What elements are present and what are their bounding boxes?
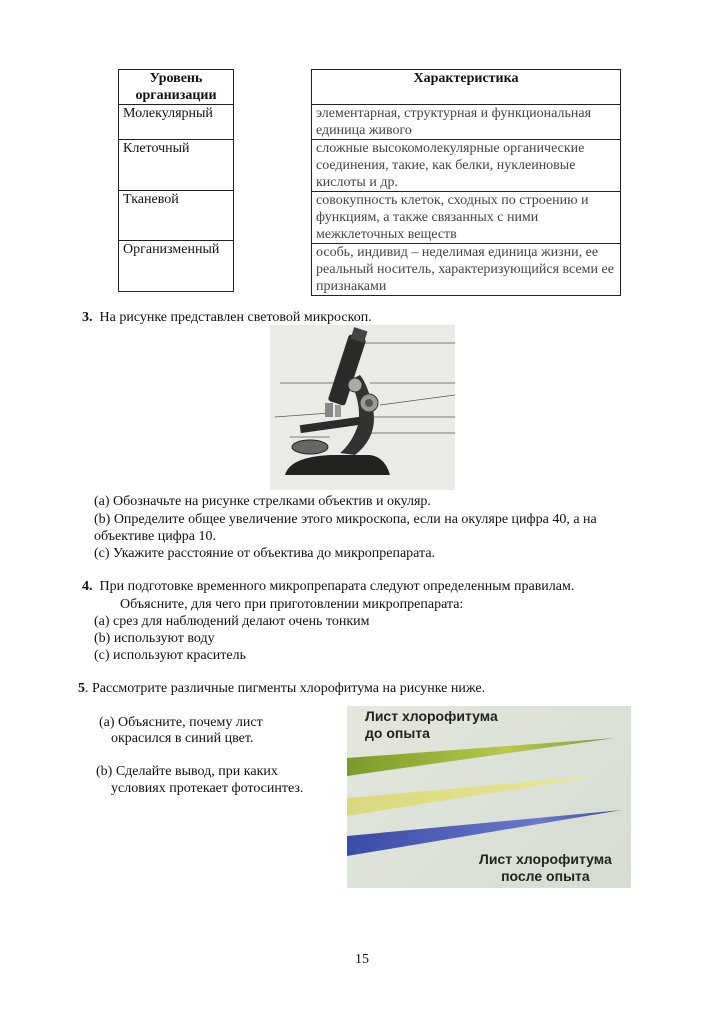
level-cell: Клеточный: [119, 140, 234, 191]
label-after-line1: Лист хлорофитума: [479, 851, 612, 867]
header-characteristic: Характеристика: [312, 70, 621, 105]
q4-part-c: (c) используют краситель: [94, 648, 246, 663]
question-number: 3.: [82, 310, 93, 325]
question-number: 5: [78, 681, 85, 696]
level-cell: Организменный: [119, 241, 234, 292]
label-after-line2: после опыта: [501, 868, 590, 884]
characteristic-cell: совокупность клеток, сходных по строению и функциям, а также связанных с ними межклеточных веществ: [312, 192, 621, 244]
blue-leaf: [347, 810, 622, 856]
label-before-line2: до опыта: [365, 725, 430, 741]
label-before-line1: Лист хлорофитума: [365, 708, 498, 724]
q5-part-b-line2: условиях протекает фотосинтез.: [111, 781, 304, 796]
q5-part-b-line1: (b) Сделайте вывод, при каких: [96, 764, 278, 779]
q3-part-a: (a) Обозначьте на рисунке стрелками объектив и окуляр.: [94, 494, 431, 509]
characteristic-cell: сложные высокомолекулярные органические соединения, такие, как белки, нуклеиновые кислоты и др.: [312, 140, 621, 192]
question-text: На рисунке представлен световой микроскоп.: [99, 310, 372, 325]
page-number: 15: [355, 952, 369, 967]
characteristics-table: [311, 69, 621, 296]
question-5: [78, 680, 485, 698]
yellow-leaf: [347, 776, 597, 816]
characteristic-cell: элементарная, структурная и функциональная единица живого: [312, 105, 621, 140]
level-cell: Молекулярный: [119, 105, 234, 140]
q3-part-b-line1: (b) Определите общее увеличение этого микроскопа, если на окуляре цифра 40, а на: [94, 512, 597, 527]
q5-part-a-line2: окрасился в синий цвет.: [111, 731, 254, 746]
header-level: Уровень организации: [119, 70, 234, 105]
question-text: . Рассмотрите различные пигменты хлорофитума на рисунке ниже.: [85, 681, 486, 696]
q4-part-b: (b) используют воду: [94, 631, 215, 646]
level-cell: Тканевой: [119, 191, 234, 241]
q5-part-a-line1: (a) Объясните, почему лист: [99, 715, 263, 730]
q4-instruction: Объясните, для чего при приготовлении микропрепарата:: [120, 597, 464, 612]
q3-part-b-line2: объективе цифра 10.: [94, 529, 216, 544]
question-number: 4.: [82, 579, 93, 594]
chlorophytum-image: [347, 706, 631, 888]
question-text: При подготовке временного микропрепарата следуют определенным правилам.: [99, 579, 575, 594]
q3-part-c: (c) Укажите расстояние от объектива до микропрепарата.: [94, 546, 436, 561]
q4-part-a: (a) срез для наблюдений делают очень тонким: [94, 614, 370, 629]
question-4: [82, 578, 574, 596]
characteristic-cell: особь, индивид – неделимая единица жизни, ее реальный носитель, характеризующийся всеми ее признаками: [312, 244, 621, 296]
green-leaf: [347, 738, 615, 776]
levels-table: [118, 69, 234, 292]
microscope-image: [270, 325, 455, 490]
